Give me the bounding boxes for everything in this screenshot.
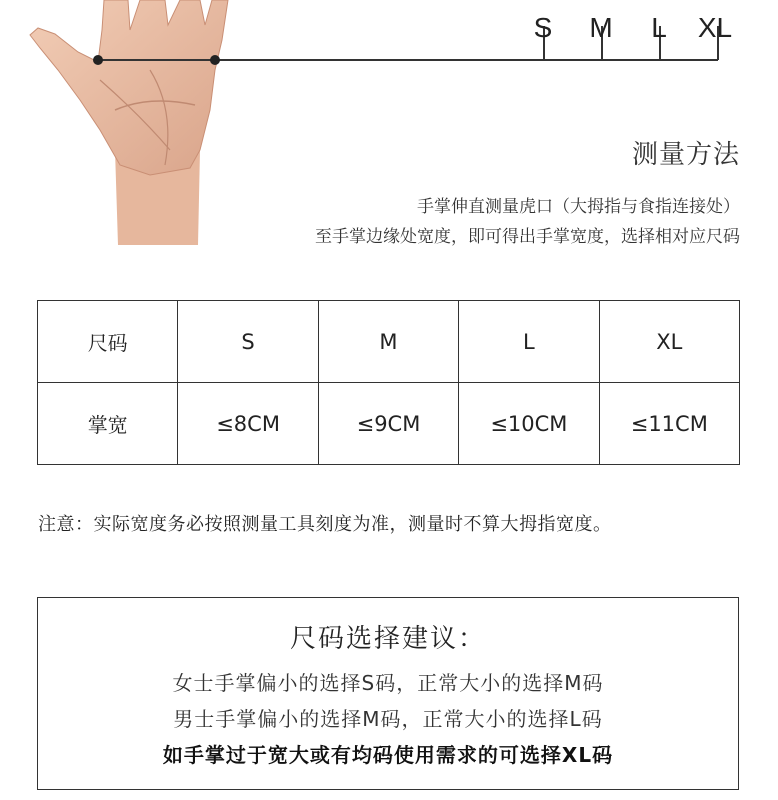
method-desc-line2: 至手掌边缘处宽度，即可得出手掌宽度，选择相对应尺码 [315,227,740,247]
size-label-xl: XL [697,12,733,43]
table-row-width [38,383,740,465]
table-cell: ≤9CM [318,383,458,465]
measurement-note: 注意：实际宽度务必按照测量工具刻度为准，测量时不算大拇指宽度。 [38,514,612,535]
table-cell: L [459,301,599,383]
size-label-l: L [651,12,667,43]
hand-image [0,0,260,245]
size-label-s: S [533,12,553,43]
measure-end-dot [210,55,220,65]
advice-line-women: 女士手掌偏小的选择S码，正常大小的选择M码 [172,671,604,695]
size-label-m: M [589,12,613,43]
measure-line [98,59,718,61]
advice-line-xl: 如手掌过于宽大或有均码使用需求的可选择XL码 [162,743,614,767]
size-chart-table [37,300,740,465]
table-cell: M [318,301,458,383]
size-advice-box [37,597,739,790]
table-cell: ≤11CM [599,383,739,465]
table-cell: ≤10CM [459,383,599,465]
method-desc-line1: 手掌伸直测量虎口（大拇指与食指连接处） [417,197,740,217]
advice-line-men: 男士手掌偏小的选择M码，正常大小的选择L码 [173,707,603,731]
advice-title: 尺码选择建议： [289,624,486,654]
tick-s [533,12,553,60]
measurement-illustration [0,0,778,250]
tick-m [589,12,613,60]
table-cell: XL [599,301,739,383]
tick-xl [697,12,733,60]
table-cell: 尺码 [38,301,178,383]
table-row-size [38,301,740,383]
table-cell: 掌宽 [38,383,178,465]
method-title: 测量方法 [631,140,740,170]
table-cell: S [178,301,318,383]
tick-l [651,12,667,60]
table-cell: ≤8CM [178,383,318,465]
measure-start-dot [93,55,103,65]
